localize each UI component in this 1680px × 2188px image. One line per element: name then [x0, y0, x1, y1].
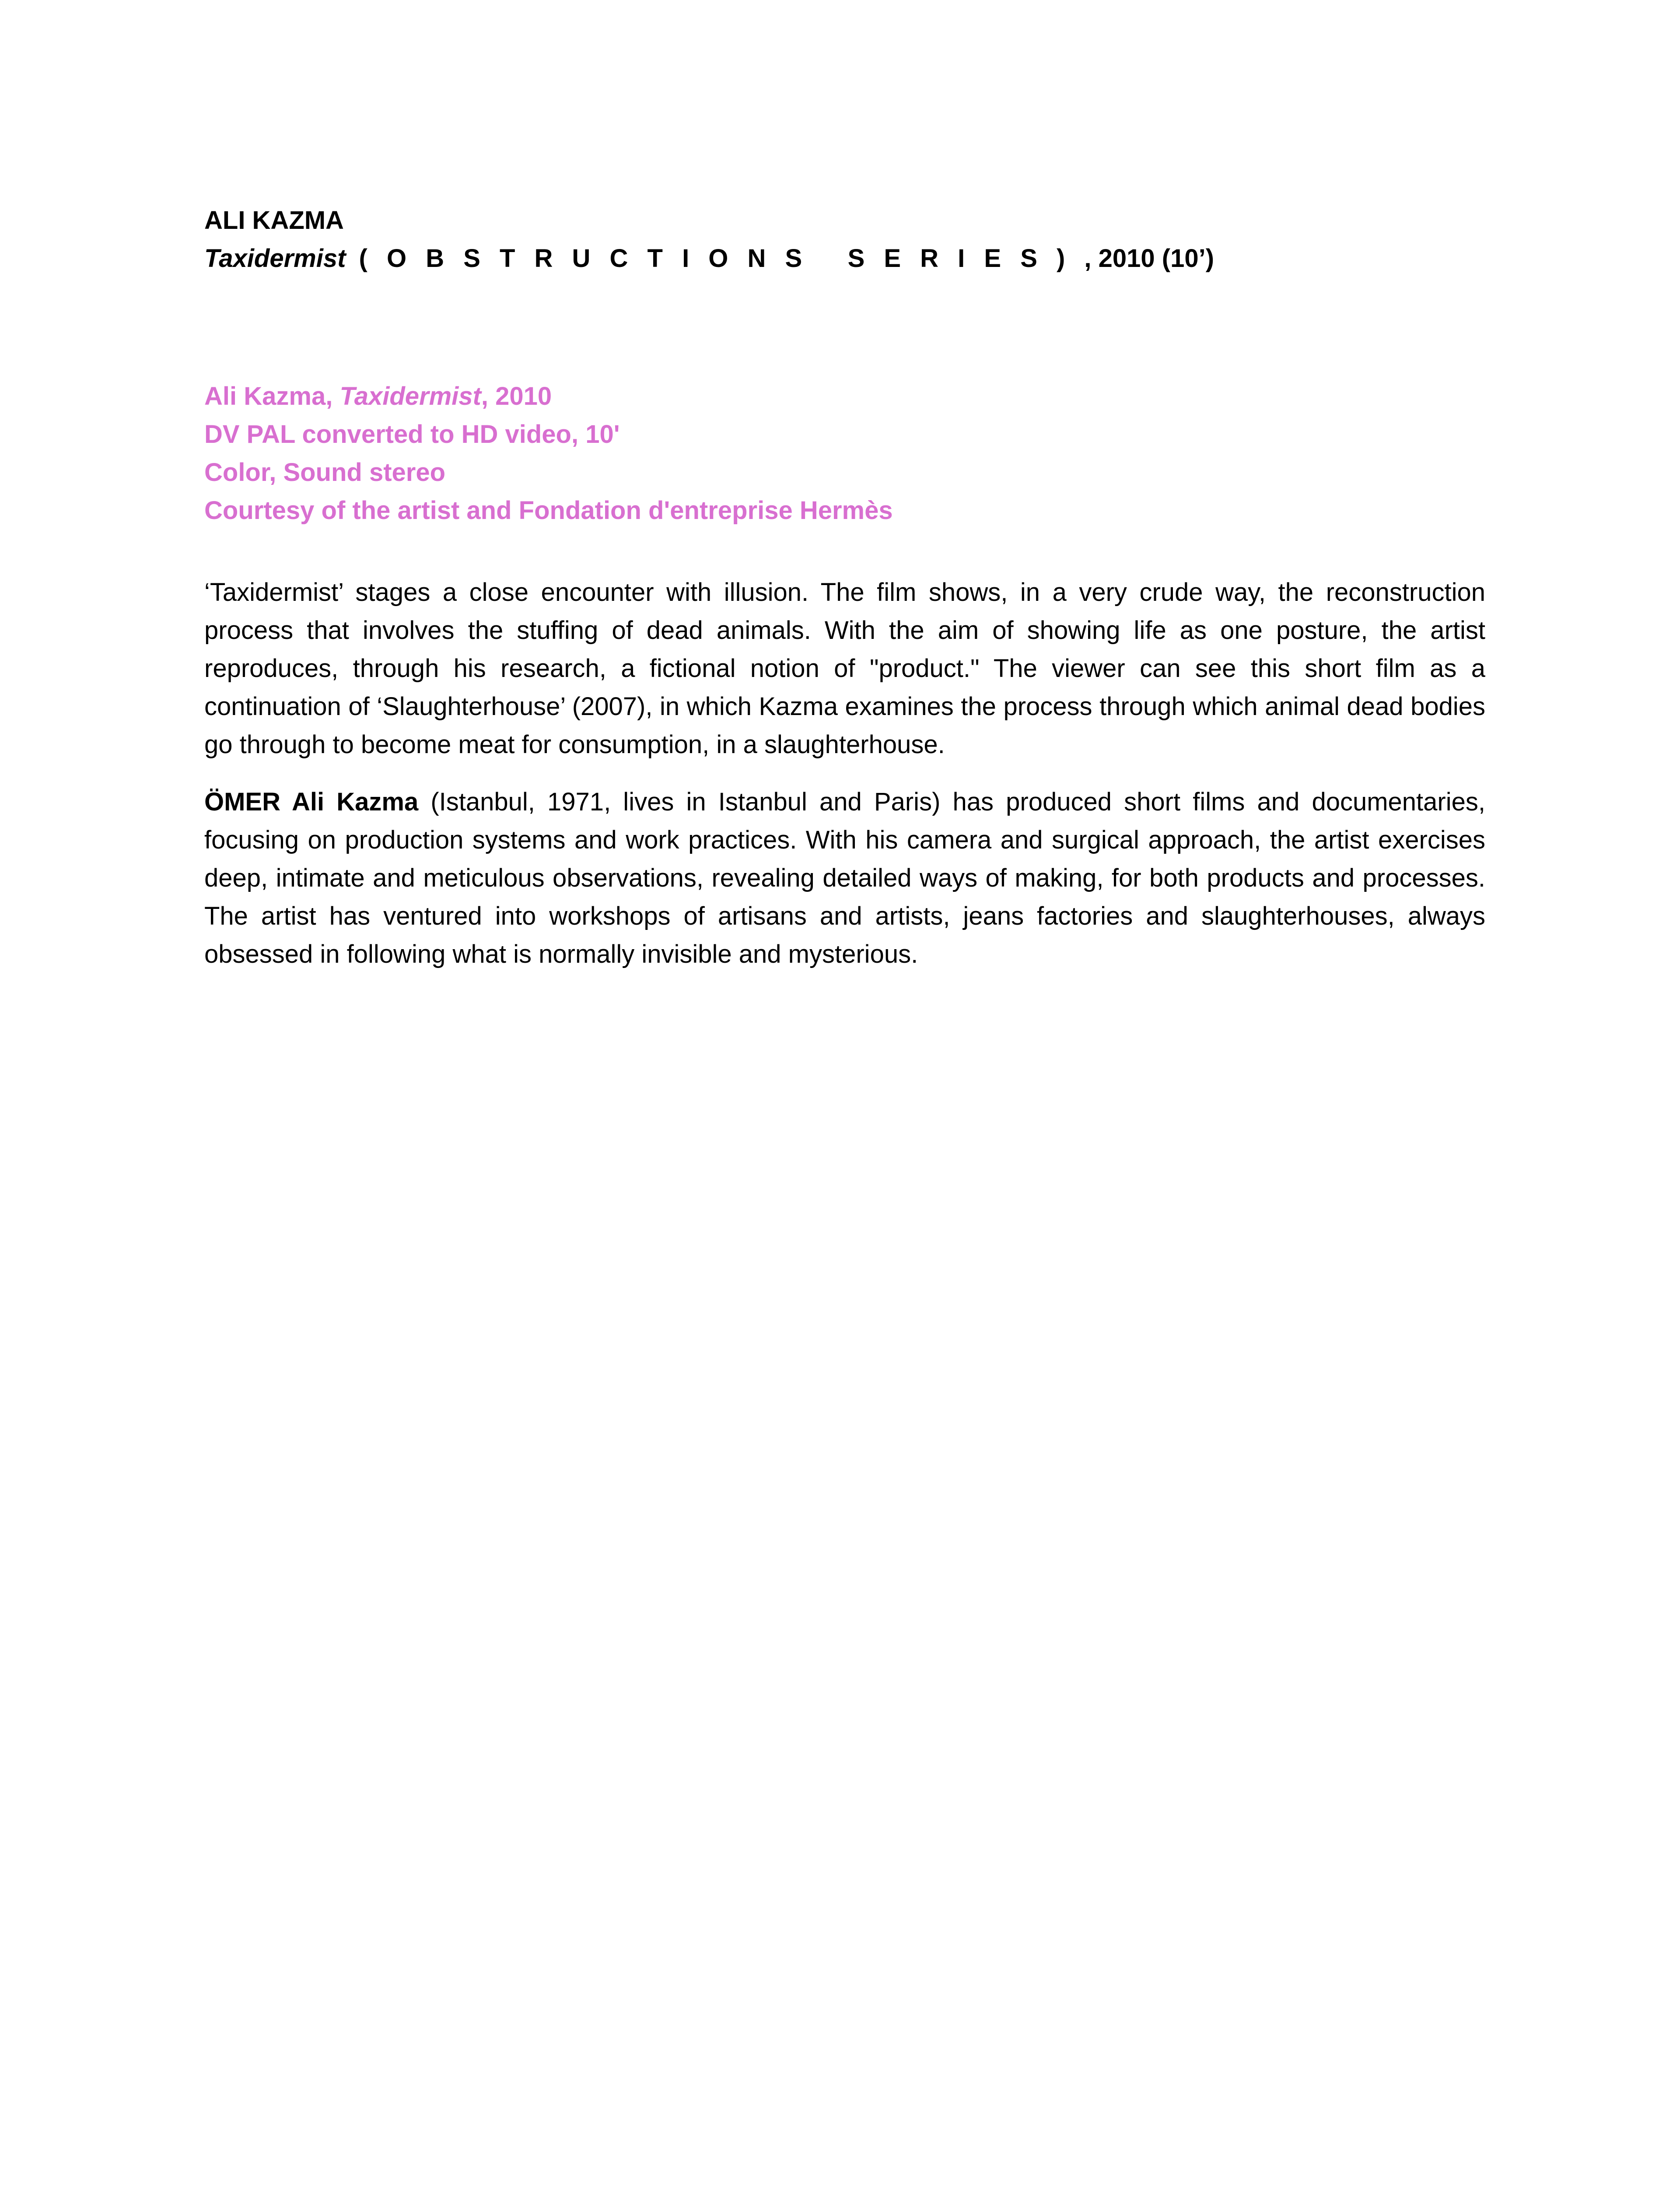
credits-block [204, 377, 1485, 529]
description-paragraph: ‘Taxidermist’ stages a close encounter with illusion. The film shows, in a very crude way, the reconstruction process that involves the stuffing of dead animals. With the aim of showing life as one posture, the artist reproduces, through his research, a fictional notion of "product." The viewer can see this short film as a continuation of ‘Slaughterhouse’ (2007), in which Kazma examines the process through which animal dead bodies go through to become meat for consumption, in a slaughterhouse. [204, 578, 1485, 759]
credit-title-line [204, 377, 1485, 415]
credit-color-sound: Color, Sound stereo [204, 458, 446, 487]
body-text [204, 573, 1485, 973]
year-duration: , 2010 (10’) [1084, 244, 1214, 273]
credit-courtesy: Courtesy of the artist and Fondation d'entreprise Hermès [204, 496, 893, 525]
header [204, 201, 1485, 277]
work-title: Taxidermist [204, 244, 346, 273]
credit-artist: Ali Kazma, [204, 382, 340, 410]
credit-work-title: Taxidermist [340, 382, 481, 410]
biography-text: (Istanbul, 1971, lives in Istanbul and Paris) has produced short films and documentaries, focusing on production systems and work practices. With his camera and surgical approach, the artist exercises deep, intimate and meticulous observations, revealing detailed ways of making, for both products and processes. The artist has ventured into workshops of artisans and artists, jeans factories and slaughterhouses, always obsessed in following what is normally invisible and mysterious. [204, 788, 1485, 968]
artist-name: ALI KAZMA [204, 206, 344, 235]
credit-format: DV PAL converted to HD video, 10' [204, 420, 620, 449]
biography-name: ÖMER Ali Kazma [204, 788, 419, 816]
series-label: ( O B S T R U C T I O N S S E R I E S ) [346, 244, 1085, 273]
work-title-line [204, 239, 1485, 277]
credit-year: , 2010 [481, 382, 552, 410]
document-content [204, 201, 1485, 992]
biography-paragraph [204, 783, 1485, 973]
